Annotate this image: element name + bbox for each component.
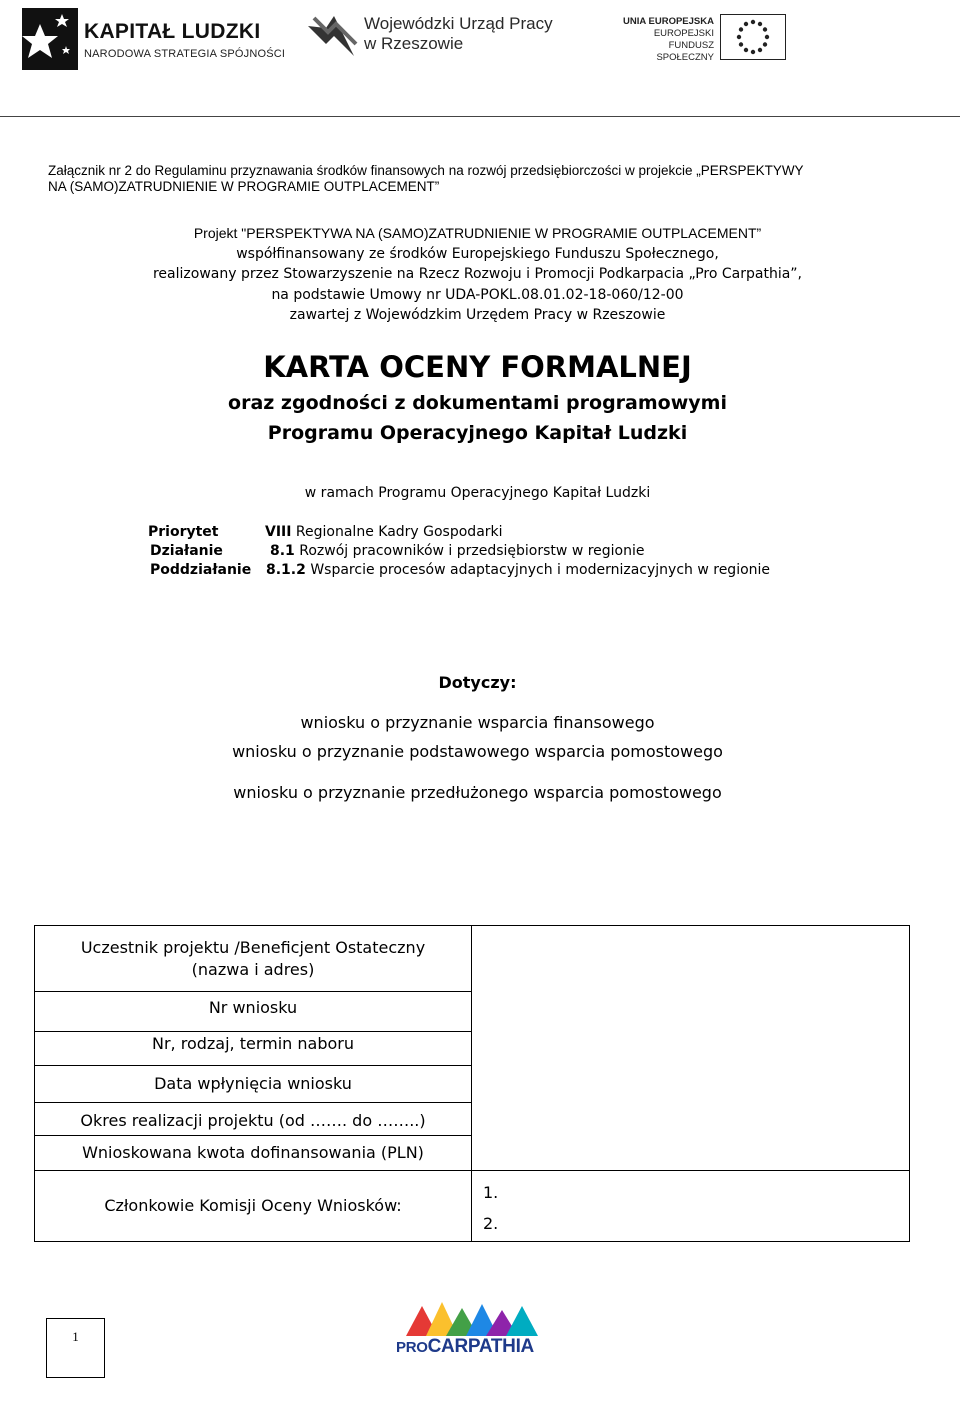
pro-carpathia-name: PROCARPATHIA bbox=[396, 1336, 534, 1357]
annex-note: Załącznik nr 2 do Regulaminu przyznawania środków finansowych na rozwój przedsiębiorczości w projekcie „PERSPEKTYWY NA (SAMO)ZATRUDNIENIE W PROGRAMIE OUTPLACEMENT” bbox=[48, 163, 804, 194]
table-row-line bbox=[35, 1135, 471, 1136]
project-period-label: Okres realizacji projektu (od ……. do ……..) bbox=[80, 1111, 426, 1130]
poddzialanie-value: 8.1.2 Wsparcie procesów adaptacyjnych i modernizacyjnych w regionie bbox=[266, 562, 771, 578]
wup-rzeszow-logo bbox=[306, 10, 553, 62]
pro-carpathia-logo bbox=[396, 1300, 556, 1366]
document-subtitle-1: oraz zgodności z dokumentami programowymi bbox=[228, 392, 727, 414]
table-row-line bbox=[35, 1031, 471, 1032]
participant-label: Uczestnik projektu /Beneficjent Ostateczny (nazwa i adres) bbox=[80, 938, 426, 979]
committee-member-2: 2. bbox=[483, 1214, 499, 1233]
application-number-label: Nr wniosku bbox=[208, 998, 298, 1017]
dotyczy-option-2: wniosku o przyznanie podstawowego wsparcia pomostowego bbox=[232, 742, 723, 761]
header-divider bbox=[0, 116, 960, 117]
eu-logo bbox=[616, 14, 786, 62]
priorytet-value: VIII Regionalne Kadry Gospodarki bbox=[265, 524, 503, 540]
committee-member-1: 1. bbox=[483, 1183, 499, 1202]
table-row-line bbox=[35, 1170, 909, 1171]
poddzialanie-label: Poddziałanie bbox=[150, 562, 252, 578]
kapital-ludzki-emblem-icon bbox=[18, 6, 80, 72]
wup-emblem-icon bbox=[306, 10, 358, 60]
pro-carpathia-triangles-icon bbox=[396, 1300, 556, 1336]
kapital-ludzki-logo bbox=[18, 6, 286, 72]
document-title: KARTA OCENY FORMALNEJ bbox=[263, 350, 692, 384]
kapital-ludzki-subtitle: NARODOWA STRATEGIA SPÓJNOŚCI bbox=[84, 48, 286, 60]
dzialanie-label: Działanie bbox=[150, 543, 223, 559]
document-subtitle-2: Programu Operacyjnego Kapitał Ludzki bbox=[267, 422, 688, 444]
wup-name: Wojewódzki Urząd Pracy w Rzeszowie bbox=[364, 14, 553, 53]
dotyczy-option-1: wniosku o przyznanie wsparcia finansowego bbox=[300, 713, 655, 732]
project-info: Projekt "PERSPEKTYWA NA (SAMO)ZATRUDNIENIE W PROGRAMIE OUTPLACEMENT” współfinansowany ze środków Europejskiego Funduszu Społecznego, realizowany przez Stowarzyszenie na Rzecz Rozwoju i Promocji Podkarpacia „Pro Carpathia”, na podstawie Umowy nr UDA-POKL.08.01.02-18-060/12-00 zawartej z Wojewódzkim Urzędem Pracy w Rzeszowie bbox=[152, 225, 803, 323]
table-row-line bbox=[35, 991, 471, 992]
call-info-label: Nr, rodzaj, termin naboru bbox=[152, 1034, 354, 1053]
dzialanie-value: 8.1 Rozwój pracowników i przedsiębiorstw w regionie bbox=[270, 543, 645, 559]
priorytet-label: Priorytet bbox=[148, 524, 219, 540]
table-row-line bbox=[35, 1065, 471, 1066]
table-divider bbox=[471, 926, 472, 1241]
program-context: w ramach Programu Operacyjnego Kapitał Ludzki bbox=[304, 485, 651, 501]
requested-amount-label: Wnioskowana kwota dofinansowania (PLN) bbox=[82, 1143, 424, 1162]
receipt-date-label: Data wpłynięcia wniosku bbox=[154, 1074, 352, 1093]
dotyczy-option-3: wniosku o przyznanie przedłużonego wsparcia pomostowego bbox=[233, 783, 722, 802]
eu-text: UNIA EUROPEJSKA EUROPEJSKI FUNDUSZ SPOŁECZNY bbox=[623, 16, 714, 63]
application-info-table bbox=[34, 925, 910, 1242]
kapital-ludzki-name: KAPITAŁ LUDZKI bbox=[84, 20, 261, 43]
table-row-line bbox=[35, 1102, 471, 1103]
eu-flag-icon bbox=[720, 14, 786, 60]
page-number: 1 bbox=[46, 1318, 105, 1378]
committee-members-label: Członkowie Komisji Oceny Wniosków: bbox=[104, 1196, 402, 1215]
dotyczy-heading: Dotyczy: bbox=[438, 673, 517, 692]
